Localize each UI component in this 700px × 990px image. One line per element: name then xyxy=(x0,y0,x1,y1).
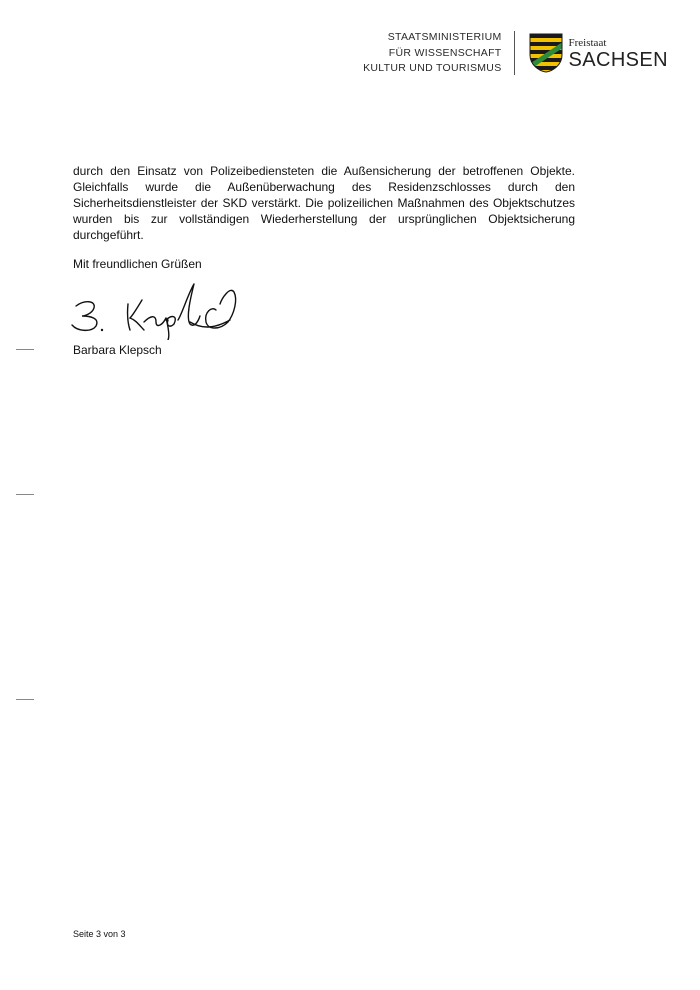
signer-name: Barbara Klepsch xyxy=(73,343,162,357)
ministry-name xyxy=(363,30,501,77)
fold-mark xyxy=(16,699,34,700)
state-small: Freistaat xyxy=(568,36,607,49)
fold-mark xyxy=(16,349,34,350)
state-name xyxy=(569,37,669,70)
letter-body xyxy=(73,163,575,243)
state-large: SACHSEN xyxy=(568,48,668,71)
ministry-line-3: KULTUR UND TOURISMUS xyxy=(363,62,502,74)
page-number: Seite 3 von 3 xyxy=(73,929,126,939)
handwritten-signature xyxy=(70,270,245,340)
ministry-line-1: STAATSMINISTERIUM xyxy=(387,31,502,43)
coat-of-arms-icon xyxy=(529,33,563,73)
hole-punch-mark xyxy=(16,494,34,495)
ministry-line-2: FÜR WISSENSCHAFT xyxy=(388,46,502,59)
body-paragraph: durch den Einsatz von Polizeibediensteten die Außensicherung der betroffenen Objekte. Gleichfalls wurde die Außenüberwachung des Residenzschlosses durch den Sicherheitsdienstleister der SKD verstärkt. Die polizeilichen Maßnahmen des Objektschutzes wurden bis zur vollständigen Wiederherstellung der ursprünglichen Objektsicherung durchgeführt. xyxy=(73,164,575,242)
header-logo xyxy=(363,30,668,77)
closing-greeting: Mit freundlichen Grüßen xyxy=(73,257,202,271)
logo-divider xyxy=(514,31,515,75)
